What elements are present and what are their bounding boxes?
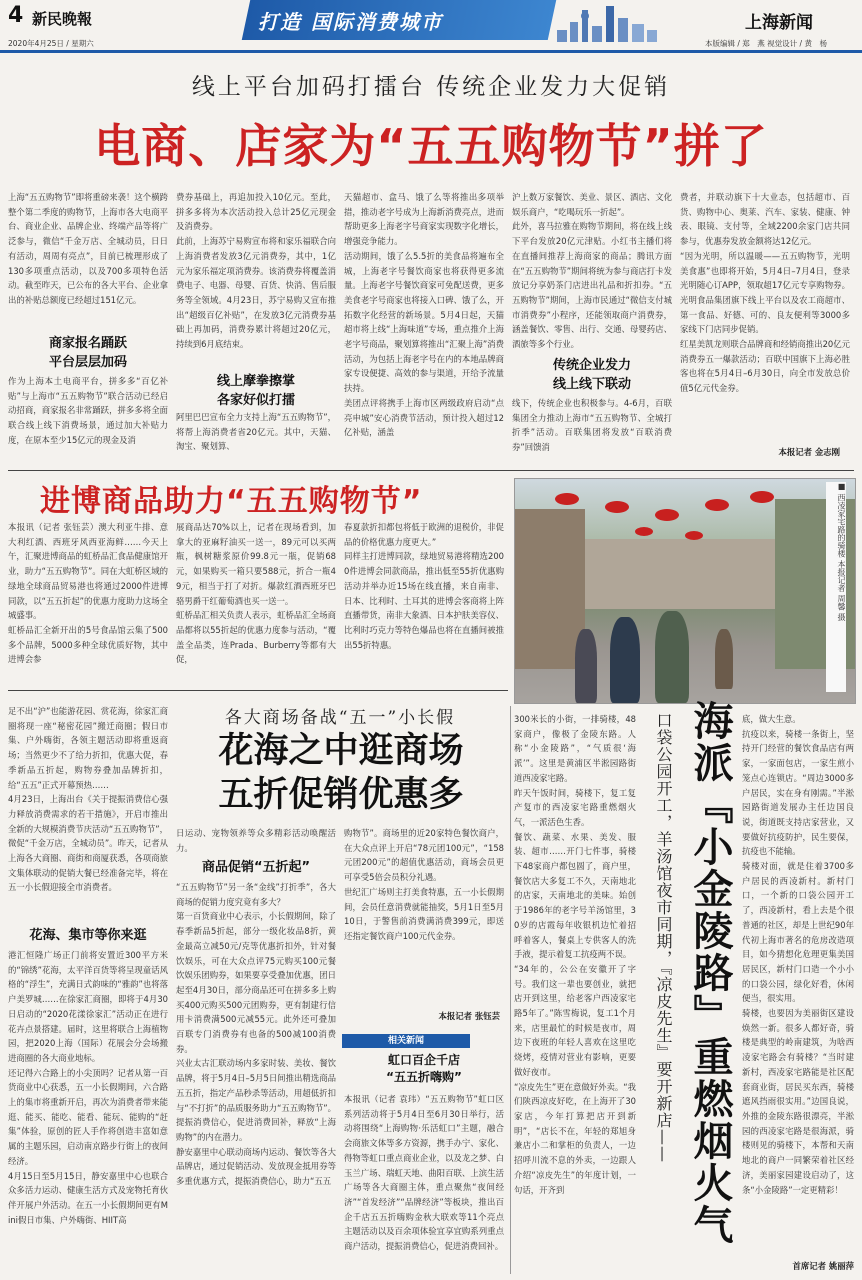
- article1-col3: 天猫超市、盒马、饿了么等将推出多项举措，推动老字号成为上海新消费亮点，进而帮助更多上海老字号商家实现数字化增长，增强竞争能力。 活动期间，饿了么5.5折的美食品将遍布全城，上海老字号餐饮商家也将获得更多流量。上海老字号餐饮商家可免配送费，更多美食老字号商家也将接入口碑、饿了么，开拓数字化经营的新场景。5月4日起，天猫超市将上线“上海味道”专场，重点推介上海老字号商品，聚划算将推出“汇聚上海”消费活动，为包括上海老字号在内的本地品牌商家专设便捷、高效的参与渠道，开给予流量扶持。 美团点评将携手上海市区两级政府启动“点亮申城”安心消费节活动，预计投入超过12亿补贴，涵盖: [344, 192, 504, 438]
- article1-byline: 本报记者 金志刚: [778, 447, 840, 457]
- article2-col3: 春夏款折扣都包将低于欧洲的退税价，非促品的价格优惠力度更大。” 同样主打进博同款，绿地贸易港将精选2000件进博会同款商品，推出低至55折优惠购活动并举办近15场在线直播，来自南非、日本、比利时、土耳其的进博会客商将上阵直播带货，南非大象酒、日本护肤美容仪、比利时巧克力等特色爆品也将在直播间被推出55折特惠。: [344, 522, 504, 650]
- article1-col1-subhead: 商家报名踊跃 平台层层加码: [48, 336, 127, 370]
- related-news-tag: 相关新闻: [342, 1034, 470, 1048]
- article3-col2b: “五五购物节”另一条“金线”打折季”，各大商场的促销力度究竟有多大？ 第一百货商业中心表示，小长假期间，除了春季新品5折起，部分一级化妆品8折，黄金最高立减50元/克等优惠折扣外，针对餐饮娱乐，可在大众点评75元购买100元餐饮娱乐团购券，如果要享受叠加优惠，团日起至4月30日，部分商品还可在拼多多上购买400元购买500元团购券，更有制建行信用卡消费满500元减55元。此外还可叠加百联专门消费券有也备的500减100消费券。 兴业太古汇联动场内多家时装、美妆、餐饮品牌，将于5月4日–5月5日间推出精选商品五五折，指定产品秒杀等活动，用超低折扣与“不打折”的品质服务助力“五五购物节”。提振消费信心，促进消费回补，释放“上海购物”的内在潜力。 静安嘉里中心联动商场内运动、餐饮等各大品牌店，通过促销活动、发放现金抵用券等多重优惠方式，提振消费信心，助力“五五: [176, 882, 336, 1187]
- article3-col1b: 港汇恒隆广场正门前将安置近300平方米的“锦绣”花海，太平洋百货等将呈现童话风格的“浮生”，充满日式韵味的“雅韵”也将落户美罗城……在徐家汇商圈，即将于4月30日启动的“2020花漾徐家汇”活动正在进行花卉点景搭建。届时，这里将联合上海植物园，把2020上海（国际）花展会分会场搬进商圈的各大商业地标。 还记得六合路上的小尖顶吗？记者从第一百货商业中心获悉，五一小长假期间，六合路上的集市将重新开启，再次为消费者带来能逛、能买、能吃、能看、能玩、能购的“赶集”体验，原创的匠人手作将创造丰富如意属的主题乐园，启动南京路步行街上的夜间经济。 4月15日至5月15日，静安嘉里中心也联合众多活力运动、健康生活方式及宠物托育伙伴开展户外活动。在五一小长假期间更有Mini假日市集、户外嗨街、HIIT高: [8, 950, 168, 1225]
- article3-col1-subhead: 花海、集市等你来逛: [29, 928, 147, 943]
- article2-title: 进博商品助力“五五购物节”: [40, 484, 423, 519]
- article4-col1: 300米长的小街，一排骑楼，48家商户，像极了金陵东路。人称“小金陵路”，“气质很‘海派’”。这里是黄浦区半淞园路街道西凌家宅路。 昨天午饭时间，骑楼下，复工复产复市的西凌家宅路重燃烟火气，一派活色生香。 餐饮、蔬菜、水果、美发、服装、超市……开门七件事，骑楼下48家商户都包圆了，商户里，餐饮店大多复工不久，天南地北的店家，天南地北的美味。始创于1986年的老字号羊汤馆里，30岁的店霞每年收银机边忙着招呼着客人，餐桌上专供客人的洗手液，提示着复工抗疫两不误。 “34年的，公公在安徽开了字号。我们这一辈也要创业，就把店开到这里，给老客户西凌家宅路5年了。”陈雪梅说，复工1个月来，店里最忙的时候是夜市，周边下夜班的年轻人喜欢在这里吃烧烤，疫情对营业有影响，更要做好夜市。 “凉皮先生”更在意做好外卖。“我们陕西凉皮好吃，在上海开了30家店，今年打算把店开到新明”，“店长不在，年轻的郑旭身兼店小二和掌柜的负责人，一边招呼川流不息的外卖，一边跟人介绍“凉皮先生”的年度计划，一句话，开齐到: [514, 714, 636, 1195]
- article4-byline: 首席记者 姚丽萍: [792, 1261, 854, 1271]
- street-photo: [514, 478, 856, 704]
- article1-col4b: 线下，传统企业也积极参与。4-6月，百联集团全力推动上海市“五五购物节、全城打折季”活动。百联集团将发放“百联消费券”回馈消: [512, 398, 672, 453]
- divider: [8, 470, 854, 471]
- article1-kicker: 线上平台加码打擂台 传统企业发力大促销: [191, 74, 671, 100]
- related-news-title: 虹口百企千店 “五五折嗨购”: [386, 1053, 462, 1084]
- article1-col2-subhead: 线上摩拳擦掌 各家好似打擂: [216, 374, 295, 408]
- article1-col2: 费券基础上，再追加投入10亿元。至此，拼多多将为本次活动投入总计25亿元现金及消费券。 此前，上海苏宁易购宣布将和家乐福联合向上海消费者发放3亿元消费券，其中，1亿元为家乐福定项消费券。该消费券将覆盖消费电子、电器、母婴、百货、快消、售后服务等全领域。4月23日，苏宁易购又宣布推出“超级百亿补贴”，在发放3亿元消费券基础上再加码，消费券累计将超过20亿元，持续到6月底结束。: [176, 192, 336, 350]
- page-number: 4: [8, 3, 24, 28]
- article3-col2: 日运动、宠物领养等众多精彩活动唤醒活力。: [176, 828, 336, 853]
- skyline-icon: [552, 2, 662, 42]
- article1-col5: 费者，并联动旗下十大业态，包括超市、百货、购物中心、奥莱、汽车、家装、健康、钟表、眼镜、支付等，全域2200余家门店共同参与，优惠券发放金额将达12亿元。 “因为光明，所以温暖——五五购物节，光明美食惠”也即将开始，5月4日–7月4日，登录光明随心订APP，领取超17亿元专享购物券。光明食品集团旗下线上平台以及农工商超市、第一食品、好德、可的、良友便利等3000多家线下门店同步促销。 红星美凯龙则联合品牌商和经销商推出20亿元消费券五一爆款活动；百联中国旗下上海必胜客也将在5月4日–6月30日，向全市发放总价值5亿元代金券。: [680, 192, 850, 394]
- article1-col4: 沪上数万家餐饮、美业、景区、酒店、文化娱乐商户，“吃喝玩乐一折起”。 此外，喜马拉雅在购物节期间，将在线上线下平台发放20亿元津贴。小红书主播们将在直播间推荐上海商家的商品；腾讯方面在“五五购物节”期间将统为参与商店打卡发放记分享奶茶门店进出礼品和折扣券。“五五购物节”期间，上海市民通过“微信支付城市消费券”小程序，还能领取商户消费券，涵盖餐饮、零售、出行、交通、母婴药店、酒旅等多个行业。: [512, 192, 672, 350]
- divider: [8, 690, 508, 691]
- article1-col4-subhead: 传统企业发力 线上线下联动: [552, 358, 631, 392]
- article4-vertical-subtitle: 口袋公园开工，羊汤馆夜市同期，『凉皮先生』要开新店——: [654, 712, 673, 1163]
- article4-vertical-title: 海派『小金陵路』重燃烟火气: [687, 700, 733, 1246]
- article3-title-line2: 五折促销优惠多: [218, 775, 464, 815]
- article1-col1b: 作为上海本土电商平台，拼多多“百亿补贴”与上海市“五五购物节”联合活动已经启动招商，商家报名非常踊跃，拼多多将全面联合线上线下消费场景，通过加大补贴力度，在原本至少15亿元的现金及消: [8, 376, 168, 445]
- article3-col2-subhead: 商品促销“五折起”: [201, 860, 311, 875]
- article1-col2b: 阿里巴巴宣布全力支持上海“五五购物节”，将帮上海消费者省20亿元。其中，天猫、淘宝、聚划算、: [176, 412, 336, 452]
- article2-col2: 展商品达70%以上，记者在现场看到，加拿大的亚麻籽油买一送一，89元可以买两瓶，枫树糖浆原价99.8元一瓶，促销68元，如果购买一箱只要588元，折合一瓶49元，相当于打了对折。爆款红酒西班牙巴骆男爵干红葡萄酒也买一送一。 虹桥品汇相关负责人表示，虹桥品汇全场商品都将以55折起的优惠力度参与活动，“覆盖全品类，连Prada、Burberry等都有大促，: [176, 522, 336, 665]
- photo-caption: ■ 西凌家宅路的骑楼 本报记者 周馨 摄: [826, 482, 846, 692]
- paper-name: 新民晚報: [32, 10, 93, 28]
- article4-col2: 底，做大生意。 抗疫以来，骑楼一条街上，坚持开门经营的餐饮食品店有两家，一家面包店，一家生煎小笼点心连锁店。“周边3000多户居民，实在身有刚需。”半淞园路街道发展办主任边国良说，街道既支持店家营业，又要做好抗疫防护，民生要保，抗疫也不能输。 骑楼对面，就是住着3700多户居民的西凌新村。新村门口，一个新的口袋公园开工了，西凌新村，看上去是个很普通的社区，却是上世纪90年代初上海市著名的危房改造项目，如今猜想化危理更集美国居民区，新村门口造一个小小的口袋公园，绿化好看，休闲便当，很实用。 骑楼，也要因为美丽街区建设焕然一新。很多人都好奇，骑楼是典型的岭南建筑，为啥西凌家宅路会有骑楼？“当时建新村，西凌家宅路能是社区配套商业街，居民买东西，骑楼遮风挡雨很实用。”边国良说，外推的金陵东路很漂亮，半淞园的西凌家宅路是很海派，骑楼则见的骑楼下，本帮和天南地北的商户一同繁荣着社区经济，美丽家园建设启动了，这条“小金陵路”一定更精彩！: [742, 714, 854, 1195]
- header-rule: [0, 50, 862, 53]
- article1-title: 电商、店家为“五五购物节”拼了: [94, 119, 768, 173]
- page-date: 2020年4月25日 / 星期六: [8, 39, 94, 48]
- article3-col1: 足不出“沪”也能游花园、赏花海，徐家汇商圈将现一座“秘密花园”搬迁商圈；假日市集、户外嗨街，各领主题活动即将重返商场；当然更少不了给力折扣，优惠大促，春季新品五折起，购物券叠加品牌折扣，给“五五”正式开幕预热…… 4月23日，上海出台《关于提振消费信心强力释放消费需求的若干措施》，开启市推出全新的大规模消费节庆活动“五五购物节”，微促“千金万店，全城动员”。昨天，记者从上海各大商圈、商街和商厦获悉，各项商旅文集体联动的促销大餐已经准备完毕，将在五一小长假迎接全市消费者。: [8, 706, 168, 893]
- section-name: 上海新闻: [745, 13, 813, 33]
- article3-byline: 本报记者 张钰芸: [438, 1011, 500, 1021]
- article3-col3: 购物节”。商场里的近20家特色餐饮商户，在大众点评上开启“78元团100元”，“158元团200元”的超值优惠活动，商场会员更可享受5倍会员积分礼遇。 世纪汇广场则主打美食特惠，五一小长假期间，会员任意消费就能抽奖，5月1日至5月10日，于警售前消费满消费399元，即送还指定餐饮商户100元代金券。: [344, 828, 504, 941]
- editors-credit: 本版编辑 / 郑 燕 视觉设计 / 黄 杨: [705, 39, 827, 48]
- banner-title: 打造 国际消费城市: [258, 10, 443, 34]
- column-divider: [510, 706, 511, 1274]
- related-news-body: 本报讯（记者 袁玮）“五五购物节”虹口区系列活动将于5月4日至6月30日举行，活动将围绕“上海购物·乐活虹口”主题，融合会商旅文体等多方资源，携手办宁、家化、得物等虹口重点商业企业，以及龙之梦、白玉兰广场、瑞虹天地、曲阳百联、上滨生活广场等各大商圈主体，重点聚焦“夜间经济”“首发经济”“品牌经济”等板块，推出百企千店五五折嗨购金秋大联欢等11个亮点主题活动以及百余项体验宜享宜购系列重点商户活动，提振消费信心，促进消费回补。: [344, 1094, 504, 1252]
- article3-kicker: 各大商场备战“五一”小长假: [224, 708, 456, 728]
- article2-col1: 本报讯（记者 张钰芸）澳大利亚牛排、意大利红酒、西班牙风西亚海鲜……今天上午，汇聚进博商品的虹桥品汇食品健康馆开业，助力“五五购物节”。同在大虹桥区域的绿地全球商品贸易港也将通过2000件进博同款，以“五五折起”的优惠力度助力这场全城盛事。 虹桥品汇全新开出的5号食品馆云集了500多个品牌，5000多种全球优质好物，其中进博会参: [8, 522, 168, 665]
- article1-col1: 上海“五五购物节”即将重磅来袭！这个横跨整个第二季度的购物节，上海市各大电商平台、商业企业、品牌企业、终端产品等将广泛参与，微信“千金万店、全城动员，日日有活动，周周有亮点”，目前已梳理形成了130多项重点活动，以及700多项特色活动。截至昨天，已公布的各大平台、企业拿出的补贴总额度已经超过151亿元。: [8, 192, 168, 305]
- article3-title-line1: 花海之中逛商场: [218, 731, 464, 771]
